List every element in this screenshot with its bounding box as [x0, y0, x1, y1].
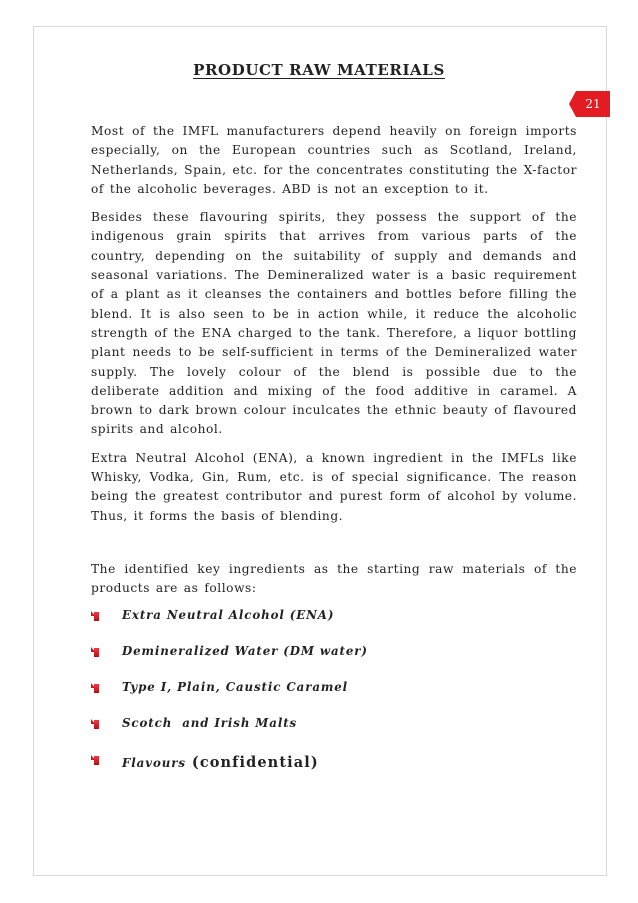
bullet-icon: [91, 683, 98, 693]
list-item: [91, 608, 577, 644]
paragraph-ingredients-intro: The identified key ingredients as the starting raw materials of the products are as follows:: [91, 561, 577, 596]
bullet-icon: [91, 611, 98, 621]
ingredients-list: [91, 608, 577, 788]
bullet-icon: [91, 647, 98, 657]
paragraph-imports: Most of the IMFL manufacturers depend heavily on foreign imports especially, on the European countries such as Scotland, Ireland, Netherlands, Spain, etc. for the concentrates constituting the X-factor of the alcoholic beverages. ABD is not an exception to it.: [91, 124, 577, 196]
ingredient-label: Scotch and Irish Malts: [122, 715, 298, 730]
list-item: [91, 680, 577, 716]
list-item: [91, 752, 577, 788]
list-item: [91, 644, 577, 680]
ingredient-label-group: [122, 754, 319, 771]
ingredient-label: Demineralized Water (DM water): [122, 643, 368, 658]
page-number-badge: 21: [576, 91, 610, 117]
list-item: [91, 716, 577, 752]
confidential-note: (confidential): [191, 753, 319, 771]
document-body: [91, 122, 577, 788]
ingredient-label: Flavours: [122, 755, 186, 770]
bullet-icon: [91, 755, 98, 765]
page-title: PRODUCT RAW MATERIALS: [193, 61, 445, 79]
ingredient-label: Type I, Plain, Caustic Caramel: [122, 679, 349, 694]
paragraph-ena: Extra Neutral Alcohol (ENA), a known ingredient in the IMFLs like Whisky, Vodka, Gin, Rum, etc. is of special significance. The reason being the greatest contributor and purest form of alcohol by volume. Thus, it forms the basis of blending.: [91, 450, 577, 523]
bullet-icon: [91, 719, 98, 729]
paragraph-grain-spirits: Besides these flavouring spirits, they possess the support of the indigenous grain spirits that arrives from various parts of the country, depending on the suitability of supply and demands and seasonal variations. The Demineralized water is a basic requirement of a plant as it cleanses the containers and bottles before filling the blend. It is also seen to be in action while, it reduce the alcoholic strength of the ENA charged to the tank. Therefore, a liquor bottling plant needs to be self-sufficient in terms of the Demineralized water supply. The lovely colour of the blend is possible due to the deliberate addition and mixing of the food additive in caramel. A brown to dark brown colour inculcates the ethnic beauty of flavoured spirits and alcohol.: [91, 210, 577, 437]
ingredient-label: Extra Neutral Alcohol (ENA): [122, 607, 335, 622]
